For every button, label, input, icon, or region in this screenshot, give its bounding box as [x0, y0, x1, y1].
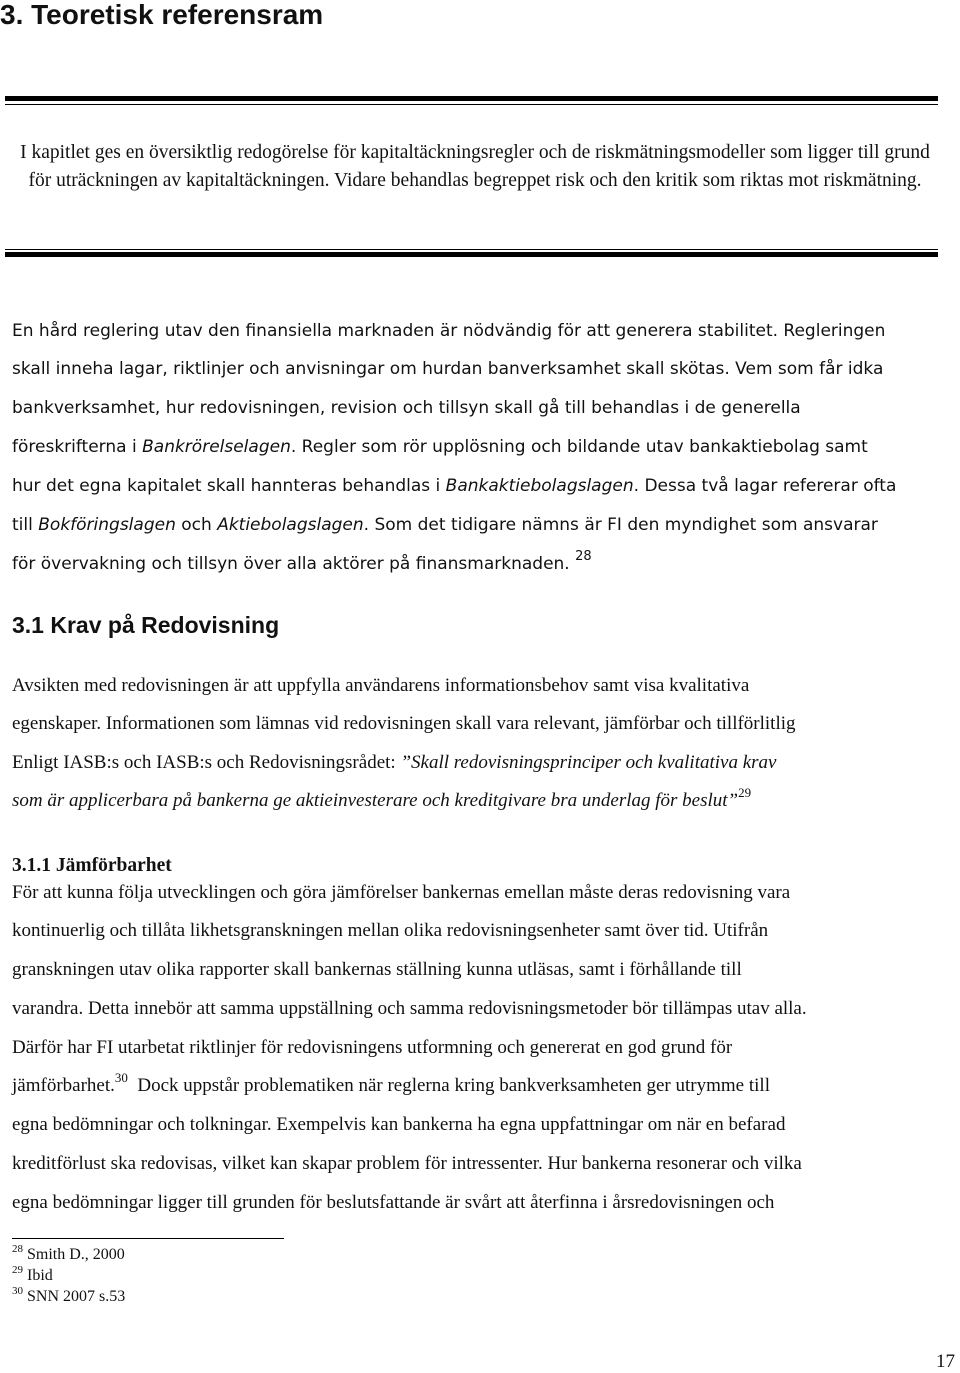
footnote-number: 28: [12, 1243, 23, 1255]
text-span: hur det egna kapitalet skall hannteras behandlas i: [12, 476, 446, 496]
section-3-1-1-line-7: [12, 1114, 785, 1136]
abstract-top-rule-thick: [5, 96, 938, 101]
text-span: Enligt IASB:s och IASB:s och Redovisningsrådet:: [12, 752, 401, 773]
text-span: egenskaper. Informationen som lämnas vid redovisningen skall vara relevant, jämförbar och tillförlitlig: [12, 713, 796, 734]
text-span: egna bedömningar och tolkningar. Exempelvis kan bankerna ha egna uppfattningar om när en befarad: [12, 1114, 786, 1135]
text-span: kreditförlust ska redovisas, vilket kan skapar problem för intressenter. Hur bankerna resonerar och vilka: [12, 1153, 802, 1174]
chapter-abstract: I kapitlet ges en översiktlig redogörelse för kapitaltäckningsregler och de riskmätningsmodeller som ligger till grund för uträckningen av kapitaltäckningen. Vidare behandlas begreppet risk och den kritik som riktas mot riskmätning.: [20, 142, 930, 191]
section-3-1-1-line-2: [12, 920, 768, 942]
section-3-1-1-line-8: [12, 1153, 802, 1175]
abstract-bottom-rule-thick: [5, 252, 938, 257]
abstract-bottom-rule-thin: [5, 249, 938, 250]
law-reference: Bokföringslagen: [38, 515, 176, 535]
text-span: . Dessa två lagar refererar ofta: [633, 476, 897, 496]
footnote-text: Smith D., 2000: [27, 1246, 125, 1263]
section-3-1-1-line-5: [12, 1037, 732, 1059]
text-span: En hård reglering utav den finansiella marknaden är nödvändig för att generera stabilitet. Regleringen: [12, 321, 886, 341]
text-span: . Regler som rör upplösning och bildande utav bankaktiebolag samt: [290, 437, 868, 457]
intro-line-2: [12, 359, 883, 379]
text-span: för övervakning och tillsyn över alla aktörer på finansmarknaden.: [12, 554, 570, 574]
intro-line-5: [12, 476, 896, 496]
text-span: till: [12, 515, 39, 535]
intro-line-1: [12, 321, 885, 341]
text-span: För att kunna följa utvecklingen och göra jämförelser bankernas emellan måste deras redovisning vara: [12, 882, 791, 903]
section-3-1-line-4: [12, 785, 752, 812]
footnote-number: 29: [12, 1264, 23, 1276]
quote: som är applicerbara på bankerna ge aktieinvesterare och kreditgivare bra underlag för beslut”: [12, 790, 739, 811]
section-3-1-1-line-6: [12, 1070, 770, 1097]
section-3-1-line-2: [12, 713, 796, 735]
footnote-text: SNN 2007 s.53: [27, 1288, 126, 1305]
footnote-ref[interactable]: 30: [114, 1070, 128, 1085]
text-span: skall inneha lagar, riktlinjer och anvisningar om hurdan banverksamhet skall skötas. Vem som får idka: [12, 359, 884, 379]
footnote-number: 30: [12, 1285, 23, 1297]
section-3-1-line-1: [12, 675, 749, 697]
section-3-1-1-line-4: [12, 998, 807, 1020]
law-reference: Bankrörelselagen: [142, 437, 291, 457]
text-span: Därför har FI utarbetat riktlinjer för redovisningens utformning och genererat en god grund för: [12, 1037, 733, 1058]
chapter-title: 3. Teoretisk referensram: [0, 0, 324, 30]
text-span: varandra. Detta innebör att samma uppställning och samma redovisningsmetoder bör tillämpas utav alla.: [12, 998, 807, 1019]
law-reference: Bankaktiebolagslagen: [445, 476, 634, 496]
text-span: egna bedömningar ligger till grunden för beslutsfattande är svårt att återfinna i årsredovisningen och: [12, 1192, 775, 1213]
text-span: kontinuerlig och tillåta likhetsgranskningen mellan olika redovisningsenheter samt över tid. Utifrån: [12, 920, 769, 941]
footnote: [12, 1243, 125, 1264]
footnote: [12, 1264, 53, 1285]
intro-line-4: [12, 437, 868, 457]
text-span: och: [175, 515, 218, 535]
intro-line-3: [12, 398, 801, 418]
text-span: granskningen utav olika rapporter skall bankernas ställning kunna utläsas, samt i förhållande till: [12, 959, 742, 980]
footnote-ref[interactable]: 28: [575, 549, 592, 564]
page-number: 17: [936, 1351, 955, 1372]
section-3-1-line-3: [12, 752, 777, 774]
intro-line-7: [12, 549, 592, 574]
section-3-1-1-line-9: [12, 1192, 774, 1214]
abstract-top-rule-thin: [5, 104, 938, 105]
footnote-text: Ibid: [27, 1267, 53, 1284]
section-title: 3.1 Krav på Redovisning: [12, 612, 280, 638]
footnote-ref[interactable]: 29: [738, 785, 752, 800]
subsection-title: 3.1.1 Jämförbarhet: [12, 855, 172, 876]
text-span: Avsikten med redovisningen är att uppfylla användarens informationsbehov samt visa kvalitativa: [12, 675, 750, 696]
footnote: [12, 1285, 126, 1306]
text-span: jämförbarhet.: [12, 1075, 115, 1096]
footnote-separator: [12, 1238, 284, 1239]
intro-line-6: [12, 515, 878, 535]
section-3-1-1-line-3: [12, 959, 742, 981]
text-span: Dock uppstår problematiken när reglerna kring bankverksamheten ger utrymme till: [127, 1075, 770, 1096]
quote: ”Skall redovisningsprinciper och kvalitativa krav: [400, 752, 777, 773]
law-reference: Aktiebolagslagen: [217, 515, 364, 535]
text-span: . Som det tidigare nämns är FI den myndighet som ansvarar: [363, 515, 878, 535]
section-3-1-1-line-1: [12, 882, 790, 904]
text-span: bankverksamhet, hur redovisningen, revision och tillsyn skall gå till behandlas i de generella: [12, 398, 801, 418]
text-span: föreskrifterna i: [12, 437, 143, 457]
